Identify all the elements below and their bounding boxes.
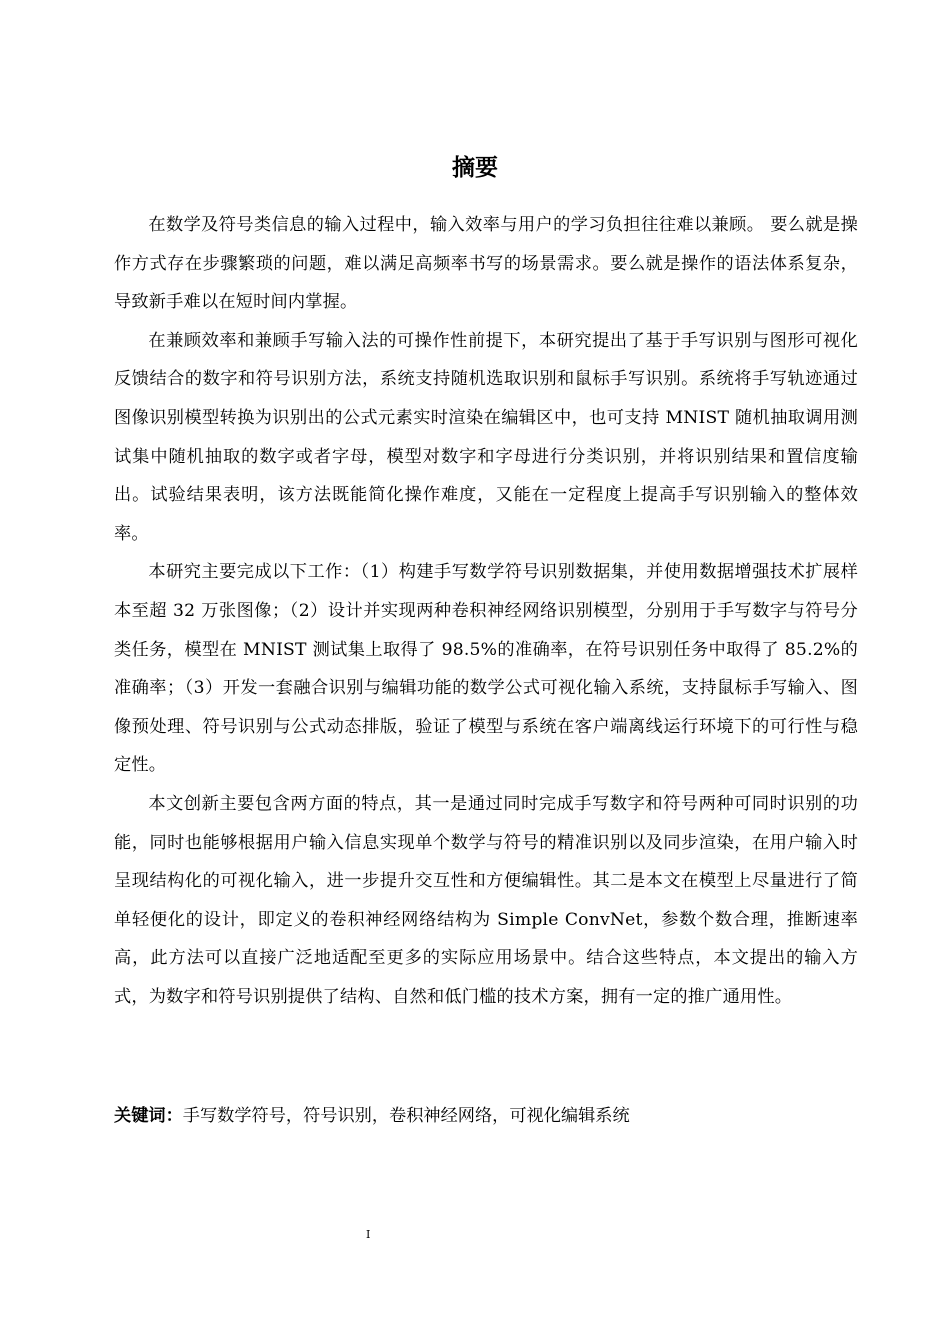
- abstract-paragraph: 在数学及符号类信息的输入过程中，输入效率与用户的学习负担往往难以兼顾。 要么就是操作方式存在步骤繁琐的问题，难以满足高频率书写的场景需求。要么就是操作的语法体系复杂，导致新手难以在短时间内掌握。: [114, 215, 858, 313]
- keywords-line: [114, 1097, 858, 1135]
- abstract-paragraph: 本研究主要完成以下工作：（1）构建手写数学符号识别数据集，并使用数据增强技术扩展样本至超 32 万张图像；（2）设计并实现两种卷积神经网络识别模型，分别用于手写数字与符号分类任务，模型在 MNIST 测试集上取得了 98.5%的准确率，在符号识别任务中取得了 85.2%的准确率；（3）开发一套融合识别与编辑功能的数学公式可视化输入系统，支持鼠标手写输入、图像预处理、符号识别与公式动态排版，验证了模型与系统在客户端离线运行环境下的可行性与稳定性。: [114, 562, 858, 776]
- abstract-paragraph: 本文创新主要包含两方面的特点，其一是通过同时完成手写数字和符号两种可同时识别的功能，同时也能够根据用户输入信息实现单个数学与符号的精准识别以及同步渲染，在用户输入时呈现结构化的可视化输入，进一步提升交互性和方便编辑性。其二是本文在模型上尽量进行了简单轻便化的设计，即定义的卷积神经网络结构为 Simple ConvNet，参数个数合理，推断速率高，此方法可以直接广泛地适配至更多的实际应用场景中。结合这些特点，本文提出的输入方式，为数字和符号识别提供了结构、自然和低门槛的技术方案，拥有一定的推广通用性。: [114, 793, 858, 1007]
- abstract-body: [114, 206, 858, 1016]
- keywords-text: 手写数学符号，符号识别，卷积神经网络，可视化编辑系统: [182, 1106, 630, 1126]
- abstract-paragraph: 在兼顾效率和兼顾手写输入法的可操作性前提下，本研究提出了基于手写识别与图形可视化反馈结合的数字和符号识别方法，系统支持随机选取识别和鼠标手写识别。系统将手写轨迹通过图像识别模型转换为识别出的公式元素实时渲染在编辑区中，也可支持 MNIST 随机抽取调用测试集中随机抽取的数字或者字母，模型对数字和字母进行分类识别，并将识别结果和置信度输出。试验结果表明，该方法既能简化操作难度，又能在一定程度上提高手写识别输入的整体效率。: [114, 330, 858, 544]
- page-number: I: [366, 1228, 371, 1241]
- keywords-label: 关键词：: [114, 1106, 183, 1126]
- abstract-title: 摘要: [452, 155, 498, 181]
